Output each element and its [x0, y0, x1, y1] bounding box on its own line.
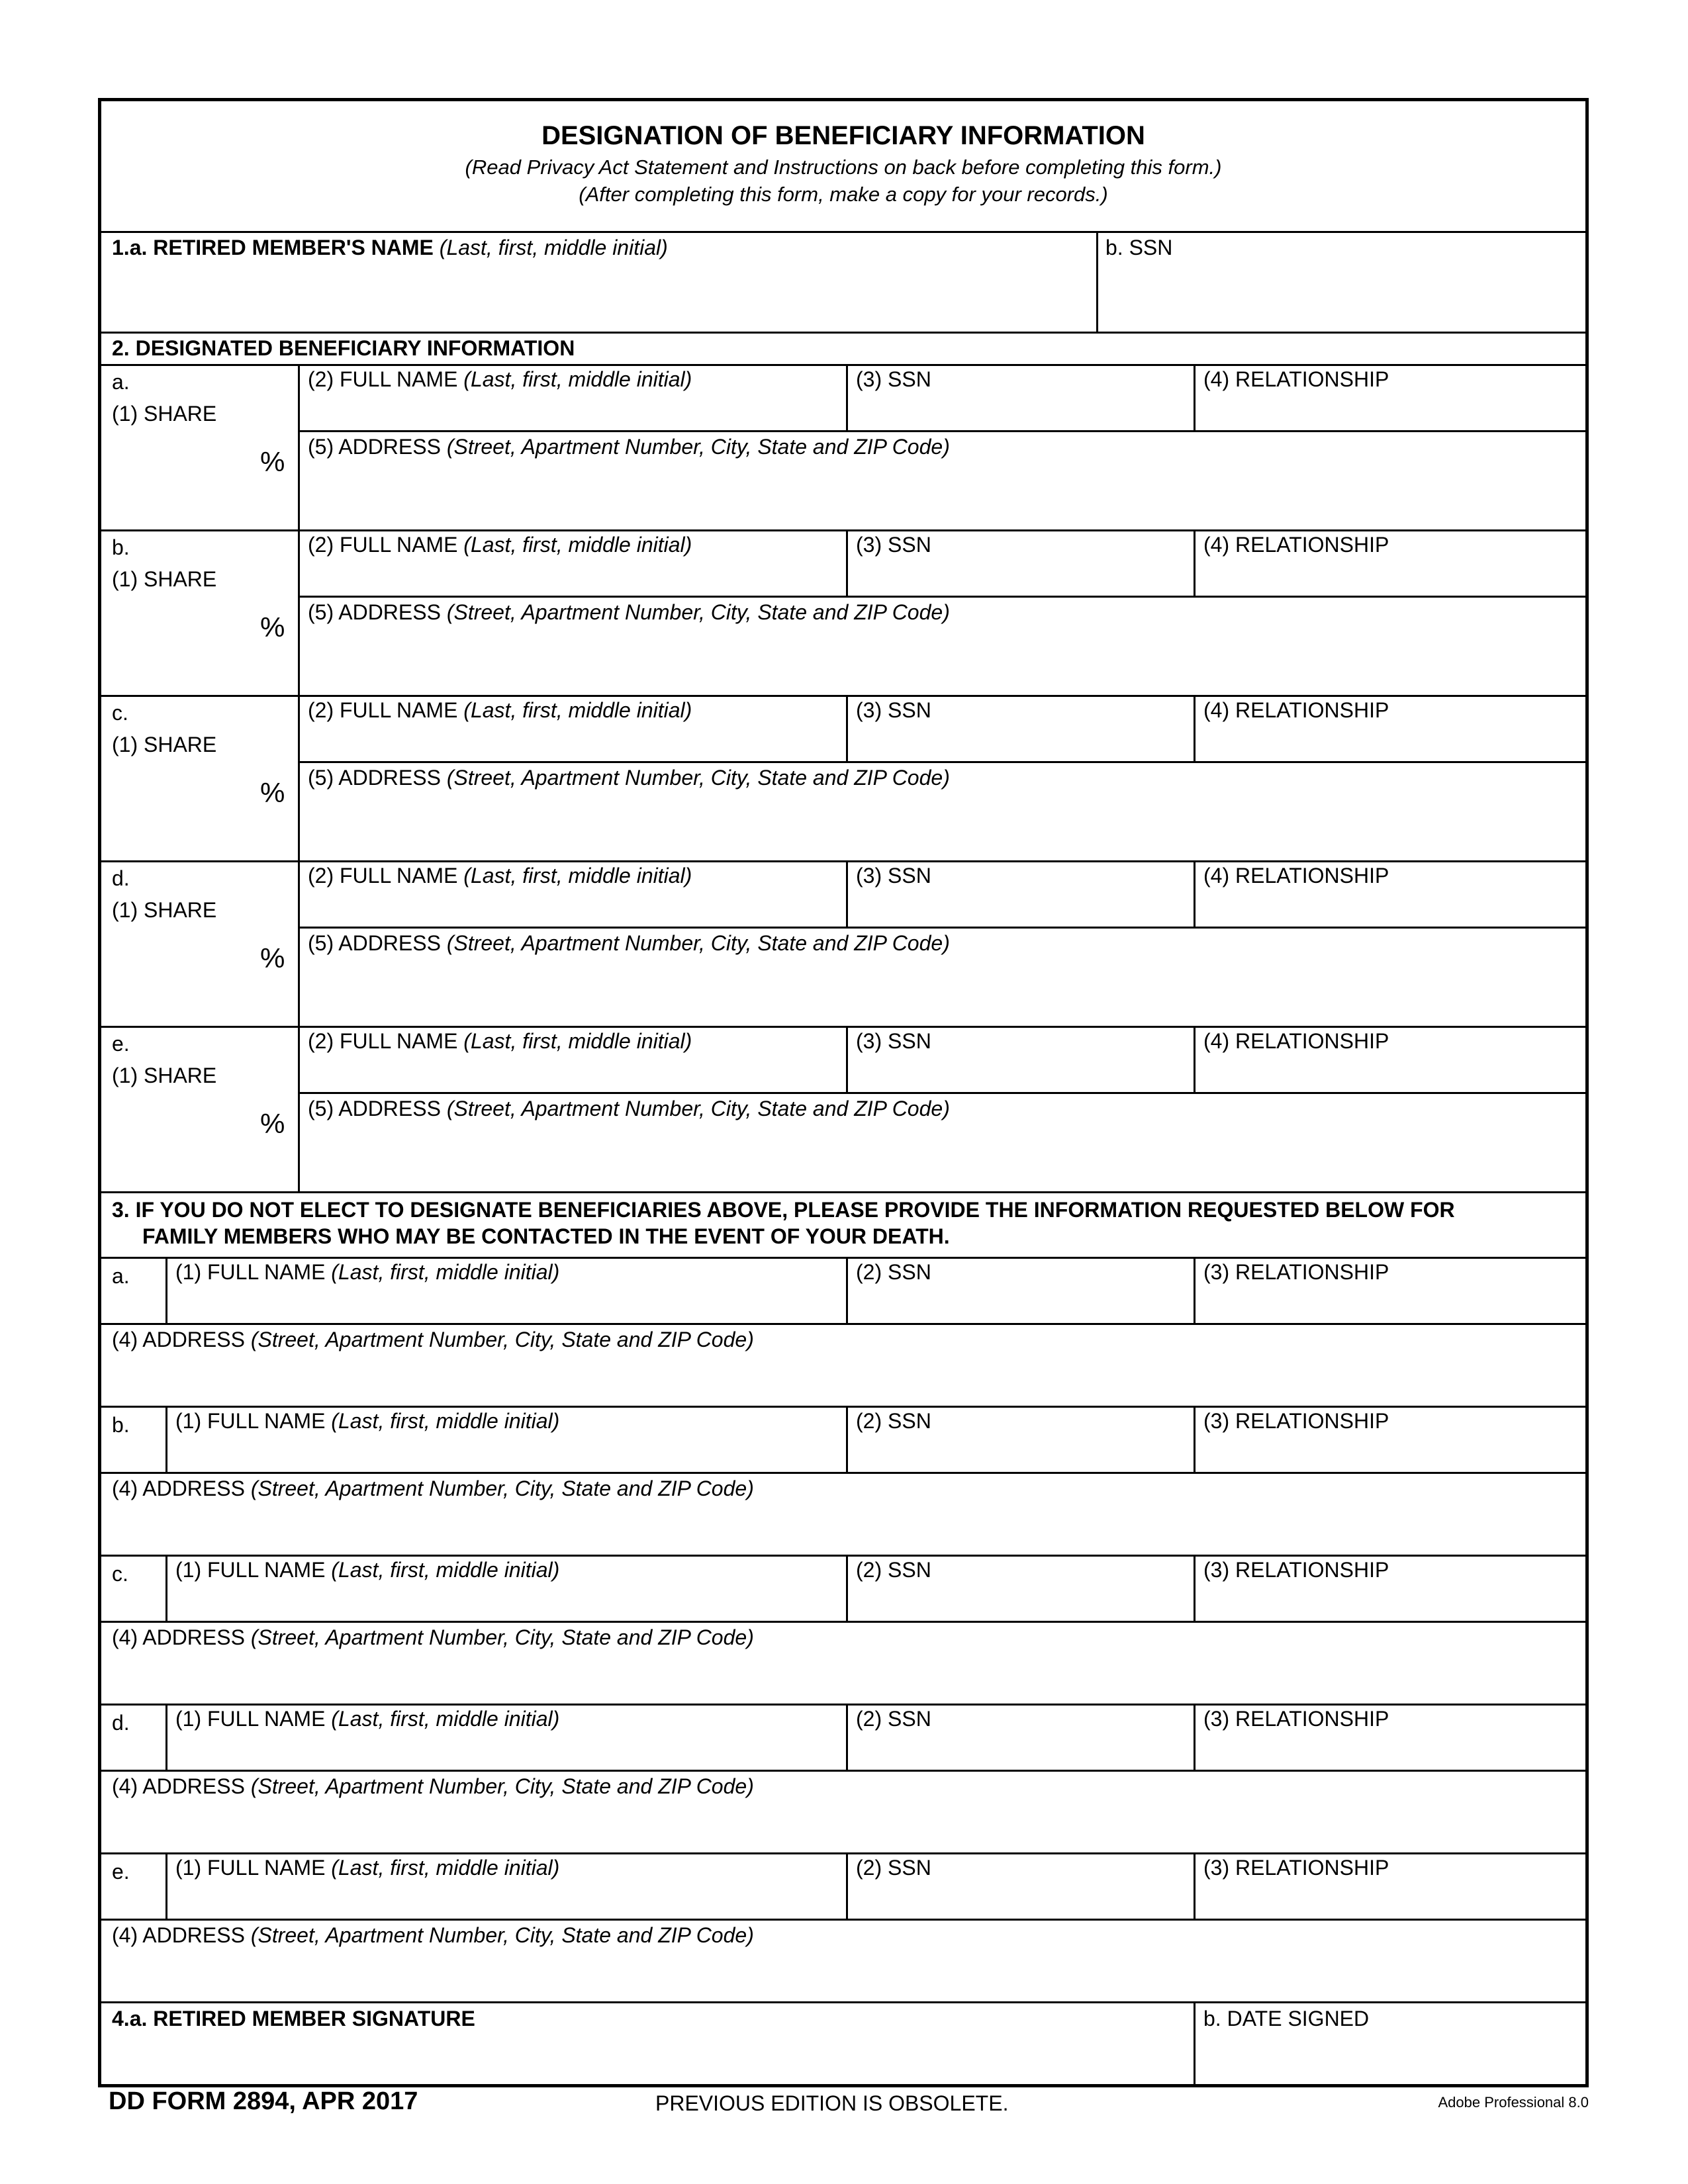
divider — [298, 860, 300, 1026]
section3-heading-line2: FAMILY MEMBERS WHO MAY BE CONTACTED IN THE EVENT OF YOUR DEATH. — [142, 1224, 950, 1248]
address-input[interactable] — [108, 1801, 1579, 1848]
beneficiary-block-b — [101, 529, 1585, 695]
divider — [101, 1257, 1585, 1259]
family-contact-block-d — [101, 1704, 1585, 1852]
full-name-label — [308, 532, 692, 557]
full-name-input[interactable] — [171, 1882, 841, 1915]
divider — [1194, 529, 1196, 596]
label-hint: (Street, Apartment Number, City, State and ZIP Code) — [446, 600, 950, 624]
label-hint: (Last, first, middle initial) — [331, 1260, 560, 1284]
retired-member-name-label — [112, 235, 668, 260]
percent-sign: % — [260, 446, 285, 477]
full-name-label — [175, 1706, 559, 1731]
relationship-input[interactable] — [1199, 1055, 1579, 1088]
beneficiary-block-a — [101, 364, 1585, 529]
divider — [165, 1406, 167, 1472]
ssn-input[interactable] — [851, 393, 1189, 426]
relationship-label: (3) RELATIONSHIP — [1203, 1558, 1389, 1582]
label-text: (5) ADDRESS — [308, 766, 441, 790]
beneficiary-letter: e. — [112, 1032, 130, 1056]
relationship-label: (4) RELATIONSHIP — [1203, 864, 1389, 887]
divider — [1194, 1257, 1196, 1323]
divider — [1194, 1026, 1196, 1092]
ssn-label: (3) SSN — [856, 698, 931, 722]
contact-letter: c. — [112, 1562, 128, 1586]
ssn-label: (3) SSN — [856, 864, 931, 887]
divider — [846, 860, 848, 927]
contact-letter: e. — [112, 1860, 130, 1884]
divider — [1194, 860, 1196, 927]
beneficiary-block-d — [101, 860, 1585, 1026]
label-hint: (Street, Apartment Number, City, State and ZIP Code) — [250, 1923, 754, 1947]
label-text: (5) ADDRESS — [308, 1097, 441, 1120]
family-contact-block-c — [101, 1555, 1585, 1704]
divider — [846, 1406, 848, 1472]
label-hint: (Street, Apartment Number, City, State and ZIP Code) — [250, 1625, 754, 1649]
divider — [101, 332, 1585, 334]
date-signed-label: b. DATE SIGNED — [1203, 2007, 1370, 2030]
label-text: (4) ADDRESS — [112, 1923, 245, 1947]
divider — [101, 1770, 1585, 1772]
share-input[interactable] — [108, 774, 254, 814]
label-hint: (Street, Apartment Number, City, State and ZIP Code) — [446, 931, 950, 955]
label-hint: (Street, Apartment Number, City, State and ZIP Code) — [446, 766, 950, 790]
divider — [298, 1092, 1585, 1094]
divider — [1194, 364, 1196, 430]
form-instruction-1: (Read Privacy Act Statement and Instructions on back before completing this form.) — [465, 156, 1222, 179]
label-hint: (Street, Apartment Number, City, State and ZIP Code) — [446, 1097, 950, 1120]
beneficiary-letter: c. — [112, 701, 128, 725]
beneficiary-letter: b. — [112, 535, 130, 559]
divider — [101, 1191, 1585, 1193]
divider — [101, 1704, 1585, 1706]
edition-notice: PREVIOUS EDITION IS OBSOLETE. — [655, 2091, 1009, 2115]
share-label: (1) SHARE — [112, 733, 217, 756]
retired-member-ssn-label: b. SSN — [1105, 236, 1173, 259]
divider — [846, 1257, 848, 1323]
ssn-label: (2) SSN — [856, 1260, 931, 1284]
ssn-input[interactable] — [851, 1733, 1189, 1766]
ssn-input[interactable] — [851, 1435, 1189, 1468]
address-label — [308, 765, 950, 790]
share-label: (1) SHARE — [112, 898, 217, 922]
label-hint: (Last, first, middle initial) — [463, 864, 692, 887]
beneficiary-block-e — [101, 1026, 1585, 1191]
divider — [1096, 231, 1098, 332]
divider — [1194, 695, 1196, 761]
divider — [101, 1026, 1585, 1028]
label-hint: (Street, Apartment Number, City, State and ZIP Code) — [250, 1328, 754, 1351]
ssn-input[interactable] — [851, 1055, 1189, 1088]
relationship-input[interactable] — [1199, 559, 1579, 592]
label-text: (4) ADDRESS — [112, 1774, 245, 1798]
form-instruction-2: (After completing this form, make a copy for your records.) — [579, 183, 1108, 206]
divider — [101, 1919, 1585, 1921]
label-text: (1) FULL NAME — [175, 1856, 326, 1880]
label-hint: (Street, Apartment Number, City, State and ZIP Code) — [446, 435, 950, 459]
divider — [101, 1472, 1585, 1474]
ssn-input[interactable] — [851, 1584, 1189, 1617]
divider — [298, 761, 1585, 763]
label-text: (4) ADDRESS — [112, 1328, 245, 1351]
ssn-input[interactable] — [851, 889, 1189, 923]
signature-input[interactable] — [108, 2034, 1187, 2080]
divider — [101, 2001, 1585, 2003]
relationship-label: (4) RELATIONSHIP — [1203, 533, 1389, 557]
label-text: (2) FULL NAME — [308, 1029, 458, 1053]
section2-heading: 2. DESIGNATED BENEFICIARY INFORMATION — [112, 336, 575, 360]
beneficiary-block-c — [101, 695, 1585, 860]
divider — [846, 1852, 848, 1919]
divider — [101, 1621, 1585, 1623]
relationship-label: (4) RELATIONSHIP — [1203, 698, 1389, 722]
full-name-label — [308, 1028, 692, 1054]
label-text: (1) FULL NAME — [175, 1707, 326, 1731]
full-name-input[interactable] — [303, 559, 841, 592]
divider — [101, 860, 1585, 862]
address-label — [308, 434, 950, 459]
divider — [298, 430, 1585, 432]
relationship-input[interactable] — [1199, 1286, 1579, 1319]
relationship-input[interactable] — [1199, 1435, 1579, 1468]
share-input[interactable] — [108, 940, 254, 979]
beneficiary-letter: a. — [112, 370, 130, 394]
label-text: (2) FULL NAME — [308, 698, 458, 722]
full-name-input[interactable] — [303, 889, 841, 923]
label-text: (1) FULL NAME — [175, 1558, 326, 1582]
full-name-label — [308, 367, 692, 392]
share-label: (1) SHARE — [112, 567, 217, 591]
form-title: DESIGNATION OF BENEFICIARY INFORMATION — [541, 121, 1145, 150]
address-input[interactable] — [108, 1355, 1579, 1401]
divider — [165, 1257, 167, 1323]
divider — [1194, 2001, 1196, 2084]
relationship-label: (4) RELATIONSHIP — [1203, 1029, 1389, 1053]
label-text: (1) FULL NAME — [175, 1409, 326, 1433]
address-label — [308, 931, 950, 956]
address-label — [112, 1476, 754, 1501]
label-hint: (Last, first, middle initial) — [463, 367, 692, 391]
divider — [298, 364, 300, 529]
full-name-label — [308, 698, 692, 723]
signature-label: 4.a. RETIRED MEMBER SIGNATURE — [112, 2007, 475, 2030]
percent-sign: % — [260, 777, 285, 808]
divider — [101, 1406, 1585, 1408]
family-contact-block-a — [101, 1257, 1585, 1406]
share-label: (1) SHARE — [112, 402, 217, 426]
relationship-input[interactable] — [1199, 1882, 1579, 1915]
divider — [1194, 1852, 1196, 1919]
label-text: (5) ADDRESS — [308, 435, 441, 459]
share-input[interactable] — [108, 1105, 254, 1145]
label-hint: (Street, Apartment Number, City, State and ZIP Code) — [250, 1774, 754, 1798]
label-text: (5) ADDRESS — [308, 600, 441, 624]
relationship-input[interactable] — [1199, 1733, 1579, 1766]
percent-sign: % — [260, 612, 285, 643]
ssn-input[interactable] — [851, 724, 1189, 757]
relationship-input[interactable] — [1199, 889, 1579, 923]
divider — [298, 596, 1585, 598]
label-hint: (Last, first, middle initial) — [463, 533, 692, 557]
address-label — [112, 1923, 754, 1948]
divider — [101, 695, 1585, 697]
divider — [298, 1026, 300, 1191]
share-input[interactable] — [108, 609, 254, 649]
share-input[interactable] — [108, 443, 254, 483]
divider — [165, 1555, 167, 1621]
full-name-input[interactable] — [171, 1435, 841, 1468]
label-hint: (Last, first, middle initial) — [463, 1029, 692, 1053]
label-hint: (Last, first, middle initial) — [331, 1409, 560, 1433]
label-text: (2) FULL NAME — [308, 367, 458, 391]
ssn-label: (3) SSN — [856, 367, 931, 391]
label-hint: (Street, Apartment Number, City, State and ZIP Code) — [250, 1477, 754, 1500]
divider — [846, 529, 848, 596]
ssn-label: (2) SSN — [856, 1707, 931, 1731]
section3-heading-line1: 3. IF YOU DO NOT ELECT TO DESIGNATE BENEFICIARIES ABOVE, PLEASE PROVIDE THE INFORMATION REQUESTED BELOW FOR — [112, 1198, 1455, 1222]
share-label: (1) SHARE — [112, 1064, 217, 1087]
full-name-input[interactable] — [171, 1286, 841, 1319]
divider — [101, 529, 1585, 531]
relationship-label: (3) RELATIONSHIP — [1203, 1707, 1389, 1731]
ssn-label: (3) SSN — [856, 1029, 931, 1053]
full-name-label — [175, 1408, 559, 1433]
address-input[interactable] — [303, 629, 1579, 688]
full-name-input[interactable] — [303, 393, 841, 426]
divider — [298, 927, 1585, 929]
contact-letter: a. — [112, 1264, 130, 1288]
divider — [298, 529, 300, 695]
divider — [298, 695, 300, 860]
ssn-input[interactable] — [851, 559, 1189, 592]
divider — [846, 1704, 848, 1770]
beneficiary-letter: d. — [112, 866, 130, 890]
address-label — [308, 600, 950, 625]
divider — [101, 1852, 1585, 1854]
divider — [165, 1704, 167, 1770]
full-name-label — [308, 863, 692, 888]
divider — [1194, 1555, 1196, 1621]
divider — [846, 1555, 848, 1621]
retired-member-name-input[interactable] — [108, 263, 1088, 302]
relationship-input[interactable] — [1199, 1584, 1579, 1617]
label-text: (2) FULL NAME — [308, 864, 458, 887]
ssn-label: (2) SSN — [856, 1558, 931, 1582]
label-text: (4) ADDRESS — [112, 1477, 245, 1500]
address-input[interactable] — [108, 1950, 1579, 1997]
label-hint: (Last, first, middle initial) — [331, 1558, 560, 1582]
date-signed-input[interactable] — [1199, 2034, 1579, 2080]
address-label — [112, 1774, 754, 1799]
address-input[interactable] — [303, 463, 1579, 523]
ssn-input[interactable] — [851, 1882, 1189, 1915]
address-label — [112, 1327, 754, 1352]
family-contact-block-b — [101, 1406, 1585, 1555]
full-name-input[interactable] — [171, 1584, 841, 1617]
label-hint: (Last, first, middle initial) — [463, 698, 692, 722]
relationship-label: (3) RELATIONSHIP — [1203, 1409, 1389, 1433]
contact-letter: b. — [112, 1413, 130, 1437]
address-input[interactable] — [303, 794, 1579, 854]
label-text: (2) FULL NAME — [308, 533, 458, 557]
label-text: 1.a. RETIRED MEMBER'S NAME — [112, 236, 434, 259]
full-name-input[interactable] — [303, 1055, 841, 1088]
divider — [1194, 1406, 1196, 1472]
address-input[interactable] — [303, 960, 1579, 1019]
divider — [846, 695, 848, 761]
percent-sign: % — [260, 942, 285, 974]
ssn-label: (3) SSN — [856, 533, 931, 557]
family-contact-block-e — [101, 1852, 1585, 2001]
label-hint: (Last, first, middle initial) — [331, 1707, 560, 1731]
beneficiary-form — [98, 98, 1589, 2087]
label-text: (5) ADDRESS — [308, 931, 441, 955]
full-name-input[interactable] — [171, 1733, 841, 1766]
relationship-label: (4) RELATIONSHIP — [1203, 367, 1389, 391]
divider — [101, 231, 1585, 233]
full-name-label — [175, 1855, 559, 1880]
divider — [101, 364, 1585, 366]
divider — [1194, 1704, 1196, 1770]
ssn-label: (2) SSN — [856, 1856, 931, 1880]
ssn-input[interactable] — [851, 1286, 1189, 1319]
label-text: (4) ADDRESS — [112, 1625, 245, 1649]
label-hint: (Last, first, middle initial) — [331, 1856, 560, 1880]
divider — [101, 1555, 1585, 1557]
divider — [101, 1323, 1585, 1325]
divider — [846, 1026, 848, 1092]
divider — [165, 1852, 167, 1919]
full-name-label — [175, 1259, 559, 1285]
retired-member-ssn-input[interactable] — [1102, 263, 1579, 302]
percent-sign: % — [260, 1108, 285, 1139]
divider — [846, 364, 848, 430]
ssn-label: (2) SSN — [856, 1409, 931, 1433]
address-input[interactable] — [108, 1653, 1579, 1699]
relationship-label: (3) RELATIONSHIP — [1203, 1260, 1389, 1284]
full-name-input[interactable] — [303, 724, 841, 757]
software-note: Adobe Professional 8.0 — [1438, 2094, 1589, 2111]
contact-letter: d. — [112, 1711, 130, 1735]
address-label — [112, 1625, 754, 1650]
relationship-input[interactable] — [1199, 724, 1579, 757]
label-hint: (Last, first, middle initial) — [439, 236, 668, 259]
address-input[interactable] — [108, 1504, 1579, 1550]
relationship-input[interactable] — [1199, 393, 1579, 426]
relationship-label: (3) RELATIONSHIP — [1203, 1856, 1389, 1880]
label-text: (1) FULL NAME — [175, 1260, 326, 1284]
address-input[interactable] — [303, 1125, 1579, 1185]
full-name-label — [175, 1557, 559, 1582]
address-label — [308, 1096, 950, 1121]
form-number: DD FORM 2894, APR 2017 — [109, 2087, 418, 2115]
